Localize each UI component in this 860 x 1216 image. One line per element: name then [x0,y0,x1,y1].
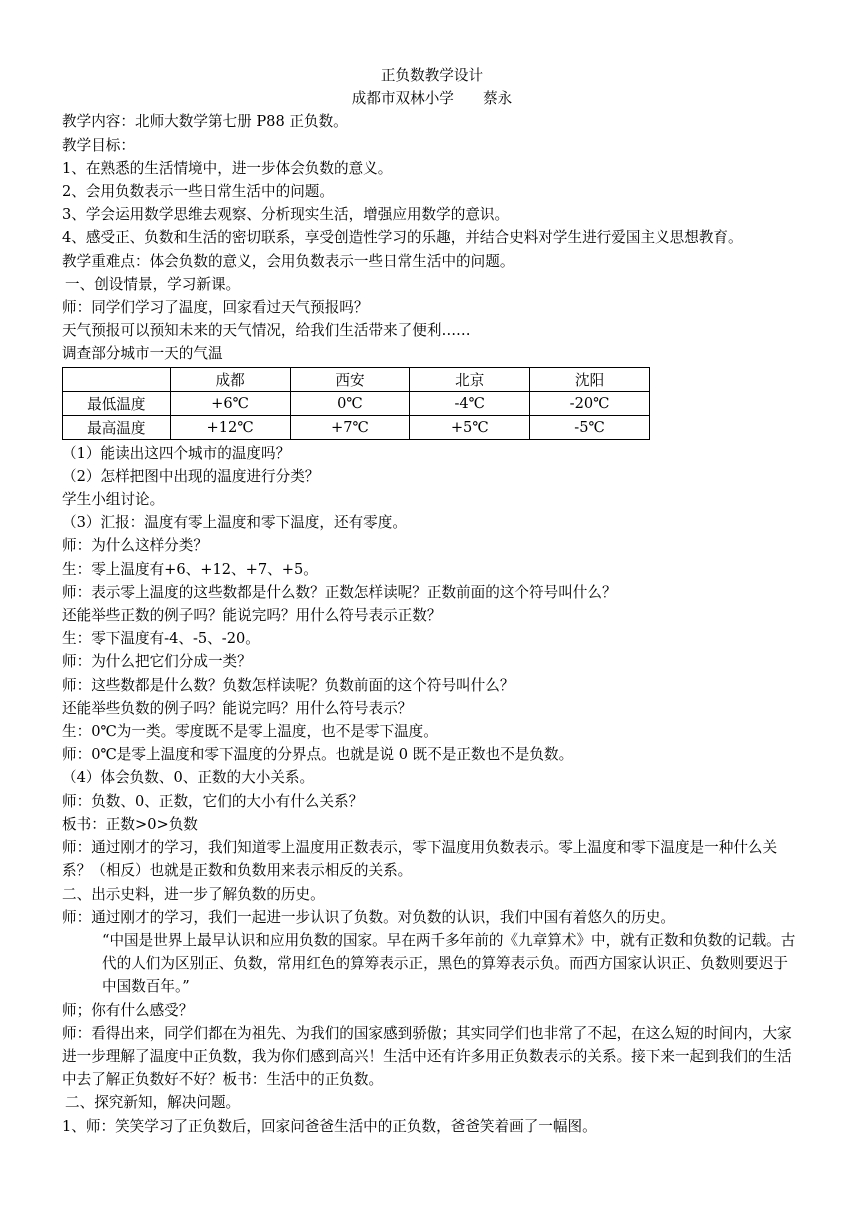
paragraph: 师：负数、0、正数，它们的大小有什么关系？ [62,792,364,810]
table-cell: 最低温度 [63,391,171,415]
paragraph: 师：0℃是零上温度和零下温度的分界点。也就是说 0 既不是正数也不是负数。 [62,746,574,764]
table-row [63,415,650,439]
table-cell: +5℃ [410,415,530,439]
paragraph: 学生小组讨论。 [62,491,165,509]
teaching-content: 教学内容：北师大数学第七册 P88 正负数。 [62,113,348,131]
teaching-goals-heading: 教学目标： [62,136,135,154]
paragraph: 天气预报可以预知未来的天气情况，给我们生活带来了便利…… [62,322,471,340]
table-cell: 最高温度 [63,415,171,439]
paragraph: 师；你有什么感受？ [62,1001,194,1019]
temperature-table [62,367,650,440]
paragraph: 生：零下温度有-4、-5、-20。 [62,630,260,648]
table-header-cell: 成都 [170,367,290,391]
document-title: 正负数教学设计 [380,67,484,84]
key-difficulty: 教学重难点：体会负数的意义，会用负数表示一些日常生活中的问题。 [62,252,515,270]
paragraph: 师：同学们学习了温度，回家看过天气预报吗？ [62,299,369,317]
table-caption: 调查部分城市一天的气温 [62,345,223,363]
blackboard-note: 板书：正数>0>负数 [62,815,198,833]
table-header-cell: 北京 [410,367,530,391]
paragraph: 师：通过刚才的学习，我们知道零上温度用正数表示，零下温度用负数表示。零上温度和零下温度是一种什么关系？（相反）也就是正数和负数用来表示相反的关系。 [62,839,778,880]
goal-4: 4、感受正、负数和生活的密切联系，享受创造性学习的乐趣，并结合史料对学生进行爱国主义思想教育。 [62,229,743,247]
table-header-cell [63,367,171,391]
history-quote: “中国是世界上最早认识和应用负数的国家。早在两千多年前的《九章算术》中，就有正数和负数的记载。古代的人们为区别正、负数，常用红色的算筹表示正，黑色的算筹表示负。而西方国家认识正、负数则要迟于中国数百年。” [102,931,796,996]
paragraph: 1、师：笑笑学习了正负数后，回家问爸爸生活中的正负数，爸爸笑着画了一幅图。 [62,1117,597,1135]
paragraph: 还能举些负数的例子吗？能说完吗？用什么符号表示？ [62,699,413,717]
section-3-heading: 二、探究新知，解决问题。 [65,1094,241,1112]
paragraph: 师：为什么这样分类？ [62,537,208,555]
table-cell: 0℃ [290,391,410,415]
table-row [63,391,650,415]
table-header-cell: 西安 [290,367,410,391]
goal-2: 2、会用负数表示一些日常生活中的问题。 [62,183,334,201]
table-cell: -20℃ [530,391,650,415]
paragraph: 师：看得出来，同学们都在为祖先、为我们的国家感到骄傲；其实同学们也非常了不起，在这么短的时间内，大家进一步理解了温度中正负数，我为你们感到高兴！生活中还有许多用正负数表示的关系。接下来一起到我们的生活中去了解正负数好不好？板书：生活中的正负数。 [62,1024,792,1089]
section-1-heading: 一、创设情景，学习新课。 [65,275,241,293]
table-cell: +6℃ [170,391,290,415]
paragraph: 还能举些正数的例子吗？能说完吗？用什么符号表示正数？ [62,607,442,625]
table-header-cell: 沈阳 [530,367,650,391]
question-2: （2）怎样把图中出现的温度进行分类？ [62,467,320,485]
document-body [62,64,802,1138]
section-2-heading: 二、出示史料，进一步了解负数的历史。 [62,885,325,903]
paragraph: 师：通过刚才的学习，我们一起进一步认识了负数。对负数的认识，我们中国有着悠久的历史。 [62,908,675,926]
paragraph: 师：表示零上温度的这些数都是什么数？正数怎样读呢？正数前面的这个符号叫什么？ [62,583,617,601]
table-cell: +7℃ [290,415,410,439]
paragraph: 师：这些数都是什么数？负数怎样读呢？负数前面的这个符号叫什么？ [62,676,515,694]
comparison-4: （4）体会负数、0、正数的大小关系。 [62,769,315,787]
question-1: （1）能读出这四个城市的温度吗？ [62,444,291,462]
goal-3: 3、学会运用数学思维去观察、分析现实生活，增强应用数学的意识。 [62,206,510,224]
report-3: （3）汇报：温度有零上温度和零下温度，还有零度。 [62,514,407,532]
author-line: 成都市双林小学 蔡永 [351,90,513,108]
paragraph: 师：为什么把它们分成一类？ [62,653,252,671]
table-cell: +12℃ [170,415,290,439]
table-cell: -5℃ [530,415,650,439]
paragraph: 生：0℃为一类。零度既不是零上温度，也不是零下温度。 [62,723,438,741]
table-header-row [63,367,650,391]
paragraph: 生：零上温度有+6、+12、+7、+5。 [62,560,318,578]
goal-1: 1、在熟悉的生活情境中，进一步体会负数的意义。 [62,159,393,177]
table-cell: -4℃ [410,391,530,415]
